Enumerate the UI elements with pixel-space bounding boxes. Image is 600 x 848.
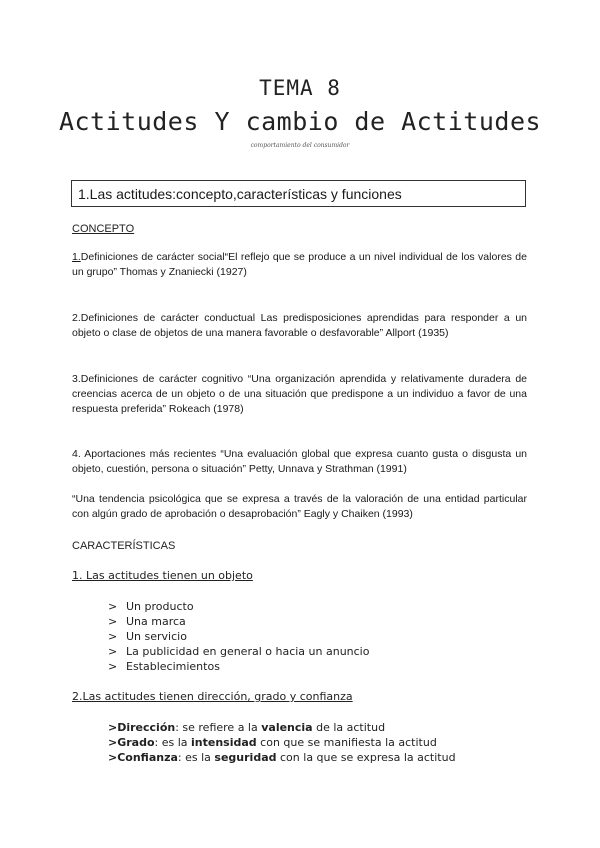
list-item-text: Establecimientos bbox=[126, 660, 220, 673]
definition-1-text: Definiciones de carácter social“El reflejo que se produce a un nivel individual de los valores de un grupo” Thomas y Znaniecki (1927) bbox=[72, 251, 527, 278]
list-item bbox=[108, 735, 456, 750]
bullet-marker: > bbox=[108, 615, 118, 628]
list-item-text: Una marca bbox=[126, 615, 186, 628]
caracteristicas-heading: CARACTERÍSTICAS bbox=[72, 540, 176, 552]
definition-1-number: 1. bbox=[72, 251, 81, 263]
term-text: : es la bbox=[177, 751, 215, 764]
list-item bbox=[108, 629, 369, 644]
list-item bbox=[108, 659, 369, 674]
topic-number: TEMA 8 bbox=[259, 76, 341, 100]
term-text: : es la bbox=[154, 736, 192, 749]
list-item bbox=[108, 750, 456, 765]
list-item-text: Un producto bbox=[126, 600, 194, 613]
concepto-heading: CONCEPTO bbox=[72, 223, 135, 235]
term-label: >Confianza bbox=[108, 751, 178, 764]
definition-5: “Una tendencia psicológica que se expresa a través de la valoración de una entidad particular con algún grado de aprobación o desaprobación” Eagly y Chaiken (1993) bbox=[72, 493, 527, 520]
section-heading-box bbox=[71, 180, 526, 207]
object-list bbox=[108, 599, 369, 674]
term-text: de la actitud bbox=[312, 721, 386, 734]
term-text: con la que se expresa la actitud bbox=[276, 751, 456, 764]
list-item-text: Un servicio bbox=[126, 630, 187, 643]
document-title: Actitudes Y cambio de Actitudes bbox=[58, 107, 542, 136]
term-label: >Grado bbox=[108, 736, 155, 749]
term-key: valencia bbox=[261, 721, 313, 734]
term-text: con que se manifiesta la actitud bbox=[256, 736, 437, 749]
definition-4: 4. Aportaciones más recientes “Una evaluación global que expresa cuanto gusta o disgusta un objeto, cuestión, persona o situación” Petty, Unnava y Strathman (1991) bbox=[72, 448, 527, 475]
list-item bbox=[108, 644, 369, 659]
bullet-marker: > bbox=[108, 660, 118, 673]
characteristic-2-heading: 2.Las actitudes tienen dirección, grado y confianza bbox=[72, 690, 353, 703]
list-item bbox=[108, 599, 369, 614]
attribute-list bbox=[108, 720, 456, 765]
bullet-marker: > bbox=[108, 630, 118, 643]
definition-1 bbox=[72, 250, 527, 280]
term-label: >Dirección bbox=[108, 721, 176, 734]
definition-2: 2.Definiciones de carácter conductual Las predisposiciones aprendidas para responder a un objeto o clase de objetos de una manera favorable o desfavorable” Allport (1935) bbox=[72, 312, 527, 339]
term-key: seguridad bbox=[214, 751, 277, 764]
definition-3: 3.Definiciones de carácter cognitivo “Una organización aprendida y relativamente duradera de creencias acerca de un objeto o de una situación que predispone a un individuo a favor de una respuesta preferida” Rokeach (1978) bbox=[72, 373, 527, 415]
characteristic-1-heading: 1. Las actitudes tienen un objeto bbox=[72, 569, 253, 582]
term-text: : se refiere a la bbox=[175, 721, 262, 734]
bullet-marker: > bbox=[108, 600, 118, 613]
list-item bbox=[108, 614, 369, 629]
bullet-marker: > bbox=[108, 645, 118, 658]
term-key: intensidad bbox=[191, 736, 257, 749]
document-subtitle: comportamiento del consumidor bbox=[250, 142, 350, 149]
list-item bbox=[108, 720, 456, 735]
list-item-text: La publicidad en general o hacia un anuncio bbox=[126, 645, 370, 658]
section-heading-text: 1.Las actitudes:concepto,características y funciones bbox=[78, 186, 402, 202]
